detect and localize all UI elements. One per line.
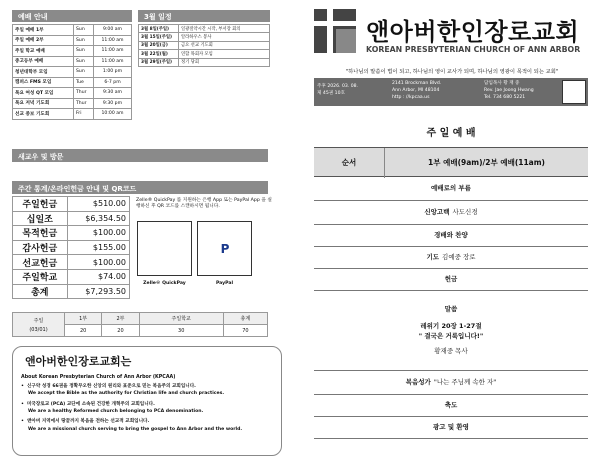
order-item-detail: 사도신경 [452,208,478,217]
attendance-date: (03/01) [29,326,48,333]
about-item-korean: • 신구약 성경 66권을 정확무오한 신앙의 원리와 표준으로 믿는 복음주의 교회입니다. [21,384,196,389]
about-item [21,401,273,416]
order-item-title: 복음성가 [405,378,431,387]
service-name: 주일 학교 예배 [13,46,74,57]
order-item [314,395,588,417]
order-item-detail: "나는 주님께 속한 자" [433,378,497,387]
worship-time-row [13,25,132,36]
service-day: Sun [74,46,94,57]
service-time: 1:00 pm [94,67,132,78]
offering-category: 주일학교 [13,269,68,284]
order-item [314,201,588,225]
schedule-event: 금요 선교 기도회 [179,41,270,49]
offering-row [13,284,130,299]
schedule-row [139,41,270,49]
offering-category: 십일조 [13,211,68,226]
service-name: 캠퍼스 FMS 모임 [13,77,74,88]
service-name: 선교 중보 기도회 [13,109,74,120]
order-item-line [445,400,458,410]
sermon-title: " 결국은 거룩입니다!" [418,332,484,340]
service-day: Sun [74,35,94,46]
worship-time-row [13,88,132,99]
order-of-worship-list [314,177,588,439]
order-item-line [406,377,497,387]
offering-category: 주일헌금 [13,197,68,212]
service-day: Tue [74,77,94,88]
service-name: 목요 여성 QT 모임 [13,88,74,99]
pastor-name-ko: 담임목사 황 재 중 [484,81,520,86]
offering-category: 감사헌금 [13,240,68,255]
schedule-row [139,58,270,66]
order-item-title: 예배로의 부름 [431,184,471,193]
attendance-label: 주일 [33,317,44,324]
church-name-korean: 앤아버한인장로교회 [366,18,580,46]
service-name: 주일 예배 1부 [13,25,74,36]
offering-table [12,196,130,299]
schedule-event: 알라하우스 봉사 [179,33,270,41]
issue-volume: 제 45권 10호 [317,91,345,96]
order-item-line [426,252,475,262]
order-item-title: 기도 [426,253,440,262]
order-item [314,291,588,371]
attendance-value: 70 [223,325,267,337]
order-item-title: 말씀 [444,305,458,314]
order-item-detail: 김예중 장로 [442,253,476,262]
about-item-korean: • 미국장로교 (PCA) 교단에 소속된 건강한 개혁주의 교회입니다. [21,401,155,407]
worship-time-row [13,109,132,120]
offering-row [13,226,130,241]
service-time: 11:00 am [94,35,132,46]
order-item [314,371,588,395]
church-logo-icon [314,9,356,53]
about-list [21,383,273,433]
attendance-col-1: 1부 [65,313,102,325]
pastor-phone: Tel. 734 680 5221 [484,95,526,100]
about-item [21,418,273,433]
issue-date: 주후 2026. 03. 08. [317,84,359,89]
bullet-icon: • [21,384,24,389]
info-qr-code [562,80,586,104]
pastor-name-en: Rev. Jae Joong Hwang [484,88,534,93]
service-time: 11:00 am [94,46,132,57]
offering-amount: $6,354.50 [67,211,129,226]
about-item-korean: • 앤아버 지역에서 땅끝까지 복음을 전하는 선교적 교회입니다. [21,419,150,425]
paypal-logo-icon: P [217,240,233,258]
schedule-table [138,24,270,67]
about-item-english: We are a healthy Reformed church belonging to PCA denomination. [28,409,204,415]
service-day: Sun [74,67,94,78]
church-motto: "하나님의 말씀이 법이 되고, 하나님의 영이 교사가 되며, 하나님의 영광이 목적이 되는 교회" [345,69,559,75]
about-title: 앤아버한인장로교회는 [25,355,132,368]
attendance-col-2: 2부 [102,313,139,325]
order-item-title: 경배와 찬양 [434,231,468,240]
service-time: 9:00 am [94,25,132,36]
service-day: Thur [74,88,94,99]
service-time: 9:30 pm [94,98,132,109]
offering-amount: $155.00 [67,240,129,255]
service-name: 주일 예배 2부 [13,35,74,46]
service-day: Sun [74,25,94,36]
service-day: Sun [74,56,94,67]
order-item-line [424,207,477,217]
order-item-title: 축도 [444,401,458,410]
schedule-header: 3월 일정 [138,10,270,22]
order-item [314,269,588,291]
schedule-event: 일광절약시간 시작, 부서장 회의 [179,25,270,33]
newcomers-header: 새교우 및 방문 [12,149,268,162]
schedule-date: 3월 22일(월) [139,50,179,58]
schedule-date: 3월 8일(주일) [139,25,179,33]
order-item [314,417,588,439]
service-name: 청년대학부 모임 [13,67,74,78]
info-bar [314,78,588,106]
schedule-date: 3월 15일(주일) [139,33,179,41]
offering-amount: $100.00 [67,226,129,241]
worship-times-header: 예배 안내 [12,10,132,22]
offering-amount: $74.00 [67,269,129,284]
service-time: 9:30 am [94,88,132,99]
order-item-title: 신앙고백 [424,208,450,217]
paypal-qr-code [197,221,252,276]
offering-row [13,197,130,212]
service-day: Fri [74,109,94,120]
about-item-english: We accept the Bible as the authority for Christian life and church practices. [28,391,225,397]
schedule-event: 연합 목회자 모임 [179,50,270,58]
order-header-row [314,147,588,177]
offering-amount: $510.00 [67,197,129,212]
about-item [21,383,273,398]
order-header-right: 1부 예배(9am)/2부 예배(11am) [384,148,588,178]
schedule-event: 정기 당회 [179,58,270,66]
offering-category: 총계 [13,284,68,299]
offering-row [13,269,130,284]
attendance-col-3: 주일학교 [139,313,223,325]
service-name: 중고등부 예배 [13,56,74,67]
worship-time-row [13,56,132,67]
order-item-line [434,230,468,240]
worship-time-row [13,67,132,78]
offering-amount: $7,293.50 [67,284,129,299]
order-item-line [433,422,469,432]
zelle-qr-code [137,221,192,276]
church-name-english: KOREAN PRESBYTERIAN CHURCH OF ANN ARBOR [366,45,581,54]
about-subtitle: About Korean Presbyterian Church of Ann Arbor (KPCAA) [21,375,176,380]
worship-time-row [13,46,132,57]
attendance-value: 20 [102,325,139,337]
offering-row [13,240,130,255]
offering-header: 주간 통계/온라인헌금 안내 및 QR코드 [12,181,268,194]
offering-row [13,255,130,270]
worship-time-row [13,77,132,88]
schedule-row [139,50,270,58]
preacher-name: 황재중 목사 [434,347,468,356]
worship-time-row [13,35,132,46]
worship-time-row [13,98,132,109]
service-title: 주 일 예 배 [426,128,476,139]
worship-times-table [12,24,132,120]
attendance-col-4: 총계 [223,313,267,325]
schedule-row [139,33,270,41]
order-item [314,247,588,269]
order-item-line [445,274,458,284]
paypal-label: PayPal [215,281,234,286]
schedule-row [139,25,270,33]
offering-row [13,211,130,226]
service-time: 10:00 am [94,109,132,120]
service-time: 6-7 pm [94,77,132,88]
scripture-reference: 레위기 20장 1-27절 [420,321,482,330]
offering-category: 선교헌금 [13,255,68,270]
order-item-title: 광고 및 환영 [433,423,469,432]
address-line2: Ann Arbor, MI 48104 [392,88,440,93]
service-day: Thur [74,98,94,109]
attendance-value: 30 [139,325,223,337]
bullet-icon: • [21,419,24,425]
about-box [12,346,282,456]
online-offering-text: Zelle® QuickPay 를 지원하는 은행 App 또는 PayPal App 을 실행하신 후 QR 코드를 스캔하시면 됩니다. [136,198,272,210]
offering-amount: $100.00 [67,255,129,270]
order-item-title: 헌금 [444,275,458,284]
order-item-line [431,183,471,193]
bullet-icon: • [21,401,24,407]
address-line1: 2141 Brockman Blvd. [392,81,442,86]
schedule-date: 3월 29일(주일) [139,58,179,66]
zelle-label: Zelle® QuickPay [143,281,186,286]
attendance-value: 20 [65,325,102,337]
order-header-left: 순서 [341,158,357,167]
order-item [314,225,588,247]
about-item-english: We are a missional church serving to bring the gospel to Ann Arbor and the world. [28,426,243,432]
website-link[interactable]: http : //kpcaa.us [392,95,430,100]
service-time: 11:00 am [94,56,132,67]
order-item-line [445,304,458,314]
order-item [314,177,588,201]
service-name: 목요 저녁 기도회 [13,98,74,109]
offering-category: 목적헌금 [13,226,68,241]
attendance-table [12,312,268,337]
schedule-date: 3월 20일(금) [139,41,179,49]
